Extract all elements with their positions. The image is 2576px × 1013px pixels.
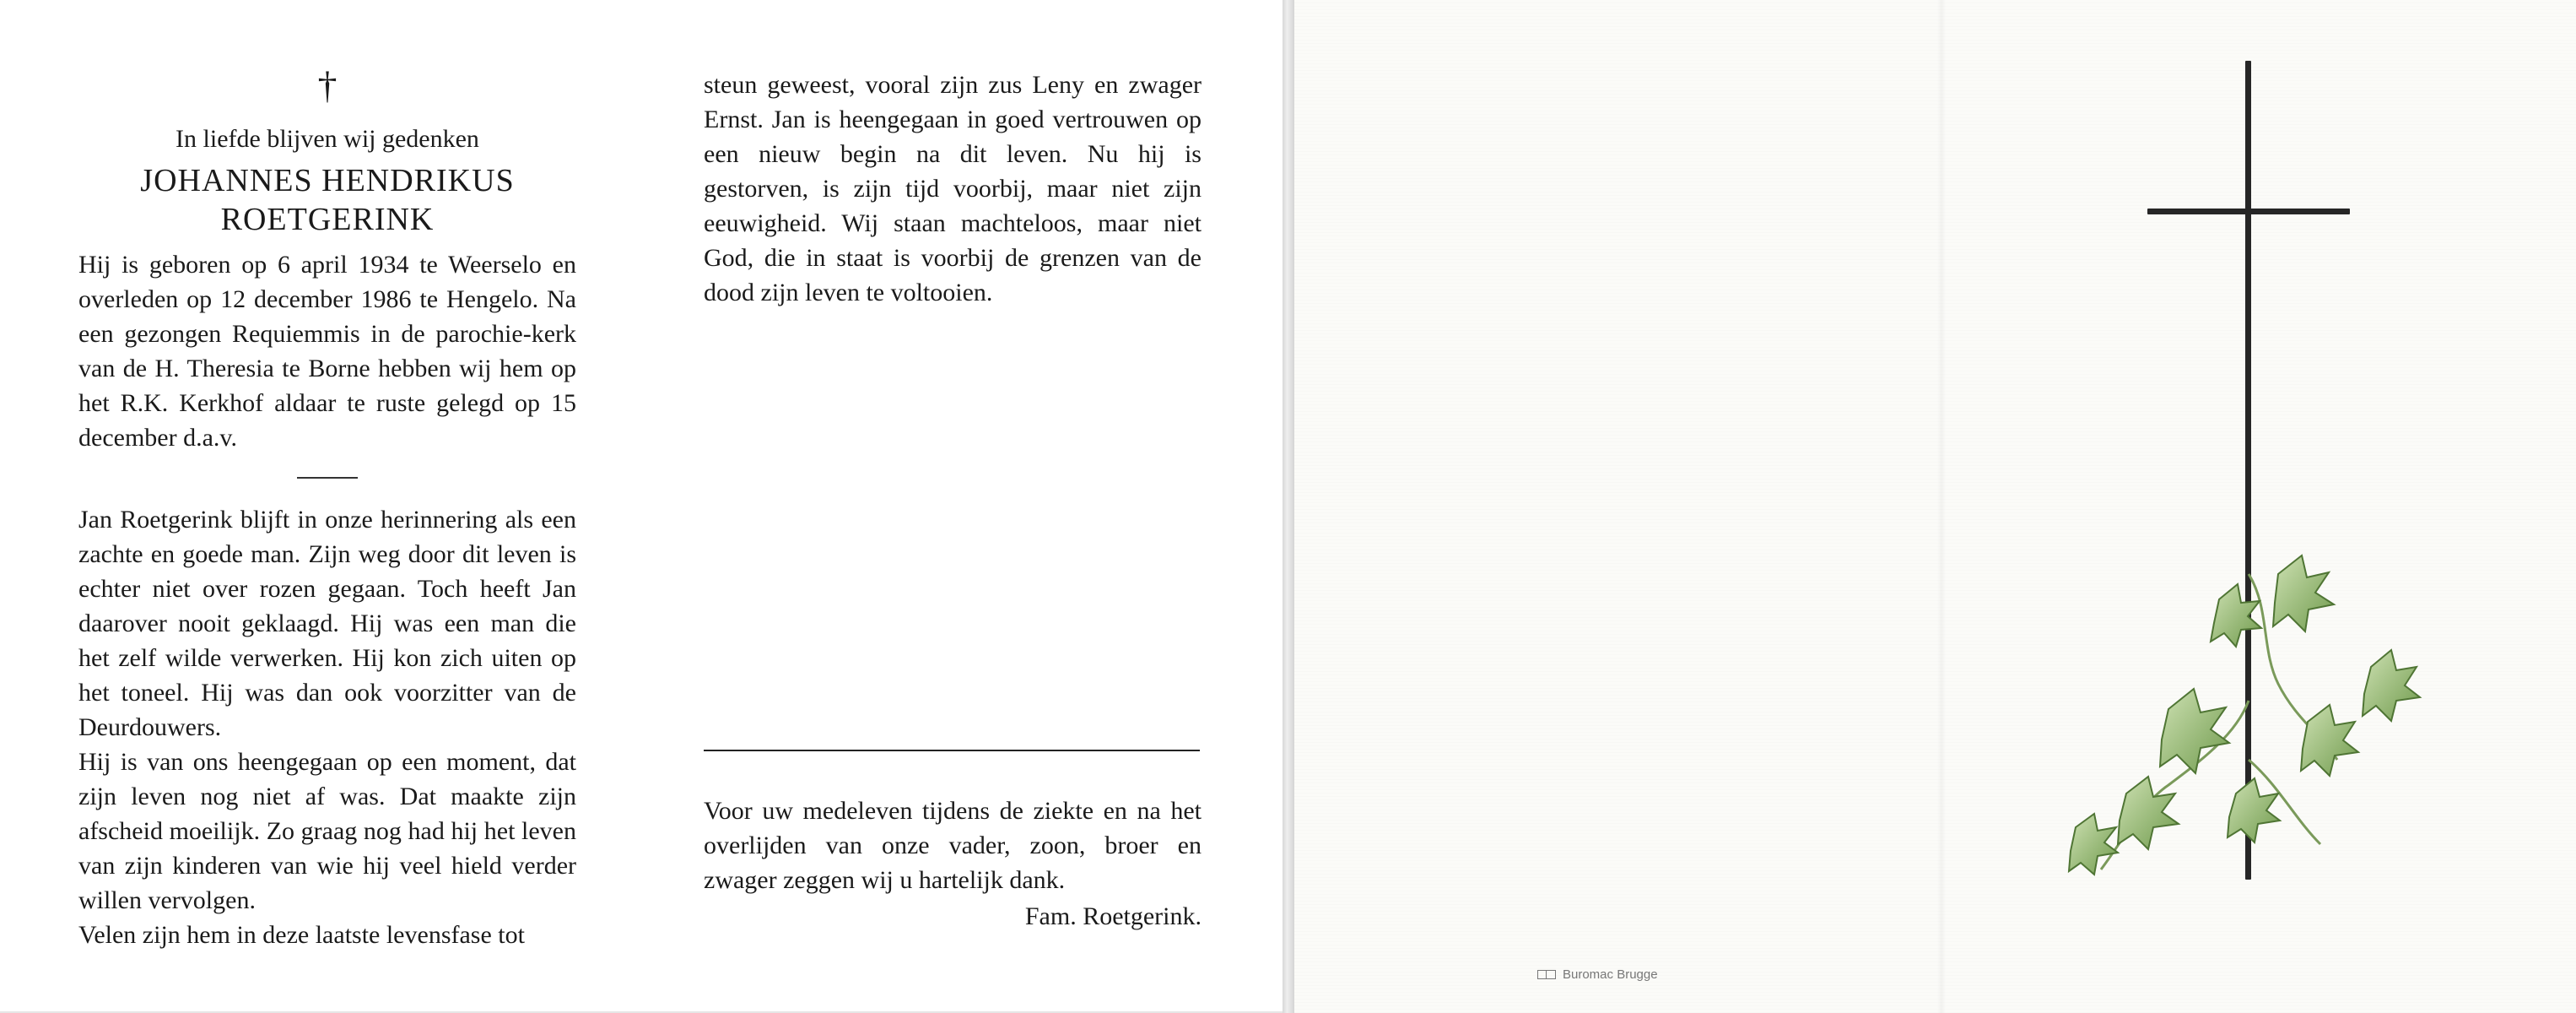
thanks-block xyxy=(704,794,1202,934)
cross-symbol: † xyxy=(317,63,338,106)
family-signature: Fam. Roetgerink. xyxy=(1024,902,1202,930)
thanks-divider xyxy=(704,750,1200,751)
deceased-name-line2: ROETGERINK xyxy=(220,202,435,237)
card-separator xyxy=(1283,0,1294,1013)
fold-line xyxy=(1937,0,1946,1013)
memorial-card-inner xyxy=(0,0,1283,1013)
remembrance-paragraph: Jan Roetgerink blijft in onze herinnering als een zachte en goede man. Zijn weg door dit leven is echter niet over rozen gegaan. Toch heeft Jan daarover nooit geklaagd. Hij was een man die het zelf wilde verwerken. Hij kon zich uiten op het toneel. Hij was dan ook voorzitter van de Deurdouwers. xyxy=(78,506,576,741)
support-paragraph-continued: steun geweest, vooral zijn zus Leny en zwager Ernst. Jan is heengegaan in goed vertrouwen op een nieuw begin na dit leven. Nu hij is gestorven, is zijn tijd voorbij, maar niet zijn eeuwigheid. Wij staan machteloos, maar niet God, die in staat is voorbij de grenzen van de dood zijn leven te voltooien. xyxy=(704,71,1202,306)
text-column-right xyxy=(704,68,1202,310)
section-divider xyxy=(297,477,358,479)
ivy-illustration-icon xyxy=(2067,540,2430,979)
thanks-text: Voor uw medeleven tijdens de ziekte en na het overlijden van onze vader, zoon, broer en zwager zeggen wij u hartelijk dank. xyxy=(704,797,1202,894)
printer-logo-icon xyxy=(1537,970,1556,979)
printer-credit xyxy=(1537,967,1658,982)
birth-death-paragraph: Hij is geboren op 6 april 1934 te Weerselo en overleden op 12 december 1986 te Hengelo. Na een gezongen Requiemmis in de parochie-kerk van de H. Theresia te Borne hebben wij hem op het R.K. Kerkhof aldaar te ruste gelegd op 15 december d.a.v. xyxy=(78,251,576,452)
text-column-left xyxy=(78,0,576,952)
support-paragraph-start: Velen zijn hem in deze laatste levensfase tot xyxy=(78,921,525,949)
printer-name: Buromac Brugge xyxy=(1563,967,1658,982)
farewell-paragraph: Hij is van ons heengegaan op een moment, dat zijn leven nog niet af was. Dat maakte zijn afscheid moeilijk. Zo graag nog had hij het leven van zijn kinderen van wie hij veel hield verder willen vervolgen. xyxy=(78,748,576,914)
intro-line: In liefde blijven wij gedenken xyxy=(176,125,479,153)
cross-horizontal-beam xyxy=(2147,209,2350,214)
deceased-name-line1: JOHANNES HENDRIKUS xyxy=(140,163,515,198)
